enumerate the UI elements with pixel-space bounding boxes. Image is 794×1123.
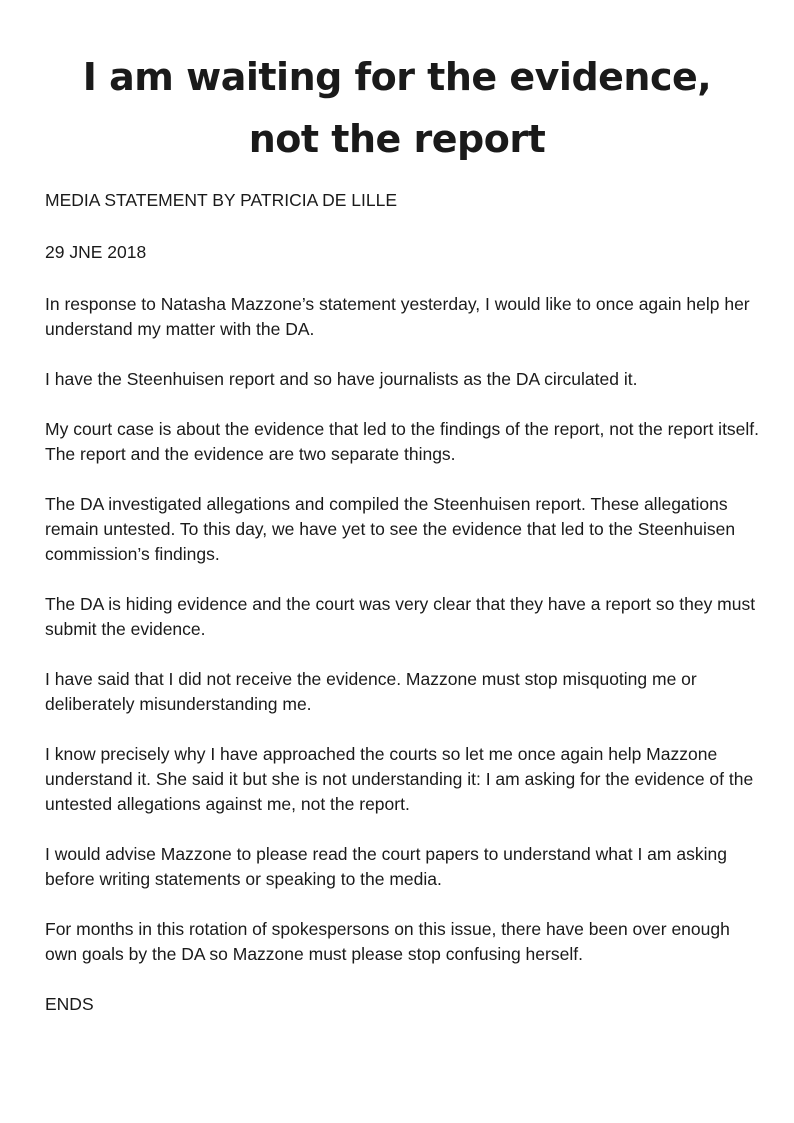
statement-date: 29 JNE 2018: [45, 242, 147, 262]
paragraph: I have said that I did not receive the evidence. Mazzone must stop misquoting me or deliberately misunderstanding me.: [45, 669, 697, 714]
title-line-1: I am waiting for the evidence,: [82, 55, 712, 99]
paragraph: My court case is about the evidence that led to the findings of the report, not the report itself. The report and the evidence are two separate things.: [45, 419, 760, 464]
paragraph: I have the Steenhuisen report and so have journalists as the DA circulated it.: [45, 369, 638, 389]
title-line-2: not the report: [248, 117, 546, 161]
paragraph: In response to Natasha Mazzone’s statement yesterday, I would like to once again help her understand my matter with the DA.: [45, 294, 750, 339]
paragraph: The DA investigated allegations and compiled the Steenhuisen report. These allegations remain untested. To this day, we have yet to see the evidence that led to the Steenhuisen commission’s findings.: [45, 494, 736, 564]
statement-body: [45, 188, 765, 1042]
paragraph: The DA is hiding evidence and the court was very clear that they have a report so they must submit the evidence.: [45, 594, 756, 639]
statement-title: [0, 46, 794, 170]
paragraph: I would advise Mazzone to please read the court papers to understand what I am asking before writing statements or speaking to the media.: [45, 844, 727, 889]
byline: MEDIA STATEMENT BY PATRICIA DE LILLE: [45, 190, 398, 210]
paragraph: For months in this rotation of spokespersons on this issue, there have been over enough own goals by the DA so Mazzone must please stop confusing herself.: [45, 919, 730, 964]
paragraph: I know precisely why I have approached the courts so let me once again help Mazzone understand it. She said it but she is not understanding it: I am asking for the evidence of the untested allegations against me, not the report.: [45, 744, 754, 814]
ends-marker: ENDS: [45, 994, 94, 1014]
